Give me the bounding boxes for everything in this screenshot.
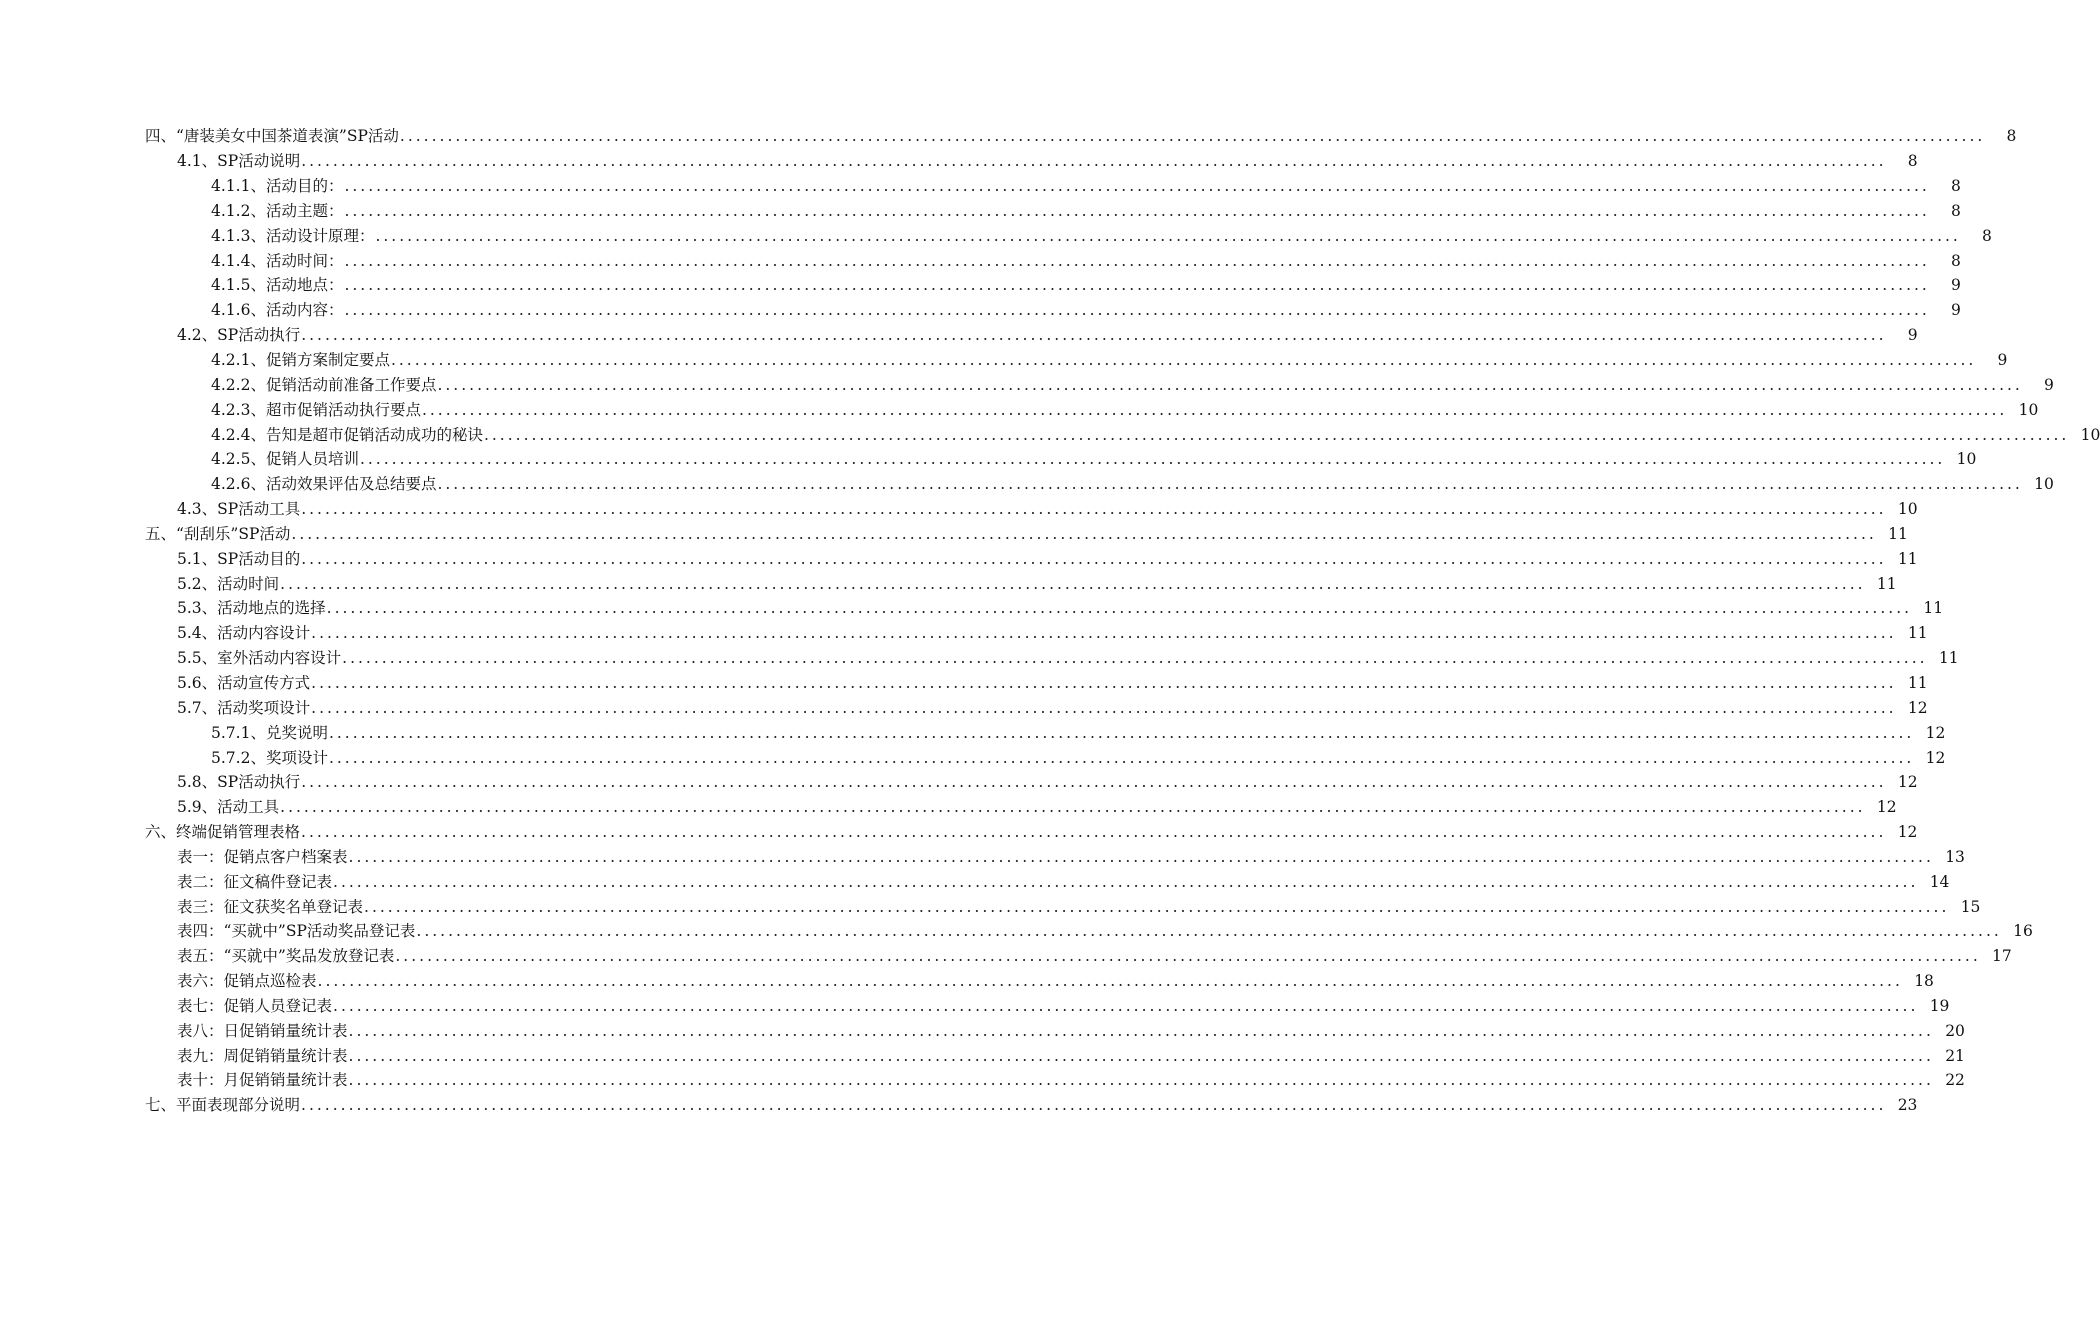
toc-page-number: 9 — [1950, 276, 1961, 295]
dot-leader: ........................................................................................................................................................................................................ — [301, 326, 1887, 345]
toc-page-number: 19 — [1929, 996, 1950, 1015]
toc-entry[interactable] — [0, 1068, 1965, 1093]
toc-page-number: 21 — [1945, 1046, 1965, 1065]
toc-entry-title: 表八：日促销销量统计表 — [177, 1021, 348, 1040]
toc-entry[interactable] — [0, 447, 1977, 472]
toc-page-number: 12 — [1897, 823, 1918, 842]
toc-entry[interactable] — [0, 646, 1959, 671]
dot-leader: ........................................................................................................................................................................................................ — [317, 972, 1903, 991]
toc-page-number: 9 — [1907, 326, 1918, 345]
dot-leader: ........................................................................................................................................................................................................ — [344, 251, 1930, 270]
toc-entry-title: 表六：促销点巡检表 — [177, 972, 317, 991]
toc-entry[interactable] — [0, 596, 1944, 621]
toc-entry[interactable] — [0, 795, 1897, 820]
toc-page-number: 10 — [1956, 450, 1977, 469]
dot-leader: ........................................................................................................................................................................................................ — [342, 649, 1928, 668]
toc-entry[interactable] — [0, 472, 2054, 497]
toc-entry[interactable] — [0, 1018, 1965, 1043]
toc-page-number: 9 — [2043, 375, 2054, 394]
toc-entry[interactable] — [0, 546, 1918, 571]
toc-entry-title: 5.6、活动宣传方式 — [177, 673, 311, 692]
dot-leader: ........................................................................................................................................................................................................ — [344, 301, 1930, 320]
toc-page-number: 12 — [1907, 698, 1928, 717]
toc-entry[interactable] — [0, 720, 1946, 745]
toc-entry[interactable] — [0, 695, 1928, 720]
toc-entry[interactable] — [0, 323, 1918, 348]
toc-entry[interactable] — [0, 820, 1918, 845]
toc-entry-title: 4.1.5、活动地点： — [211, 276, 344, 295]
dot-leader: ........................................................................................................................................................................................................ — [437, 475, 2023, 494]
toc-entry-title: 4.1、SP活动说明 — [177, 152, 301, 171]
toc-page-number: 8 — [1981, 226, 1992, 245]
toc-page-number: 10 — [1897, 500, 1918, 519]
dot-leader: ........................................................................................................................................................................................................ — [328, 723, 1915, 742]
dot-leader: ........................................................................................................................................................................................................ — [333, 872, 1919, 891]
toc-entry-title: 4.1.1、活动目的： — [211, 177, 344, 196]
dot-leader: ........................................................................................................................................................................................................ — [344, 201, 1930, 220]
toc-entry-title: 表七：促销人员登记表 — [177, 996, 333, 1015]
toc-page-number: 12 — [1897, 773, 1918, 792]
toc-entry-title: 表二：征文稿件登记表 — [177, 872, 333, 891]
toc-entry-title: 表十：月促销销量统计表 — [177, 1071, 348, 1090]
toc-page-number: 11 — [1907, 673, 1928, 692]
dot-leader: ........................................................................................................................................................................................................ — [333, 996, 1919, 1015]
dot-leader: ........................................................................................................................................................................................................ — [399, 127, 1986, 146]
toc-page-number: 8 — [1950, 177, 1961, 196]
toc-entry[interactable] — [0, 422, 2100, 447]
toc-entry-title: 六、终端促销管理表格 — [145, 823, 301, 842]
toc-entry-title: 5.8、SP活动执行 — [177, 773, 301, 792]
toc-page-number: 23 — [1897, 1096, 1918, 1115]
toc-entry[interactable] — [0, 372, 2054, 397]
toc-entry-title: 4.2.3、超市促销活动执行要点 — [211, 400, 421, 419]
dot-leader: ........................................................................................................................................................................................................ — [344, 276, 1930, 295]
toc-entry[interactable] — [0, 869, 1950, 894]
toc-entry-title: 5.7、活动奖项设计 — [177, 698, 311, 717]
dot-leader: ........................................................................................................................................................................................................ — [395, 947, 1981, 966]
toc-page-number: 8 — [1950, 201, 1961, 220]
toc-entry[interactable] — [0, 124, 2017, 149]
toc-entry[interactable] — [0, 770, 1918, 795]
toc-page-number: 8 — [1907, 152, 1918, 171]
toc-page-number: 16 — [2013, 922, 2033, 941]
dot-leader: ........................................................................................................................................................................................................ — [301, 773, 1887, 792]
toc-entry[interactable] — [0, 223, 1992, 248]
dot-leader: ........................................................................................................................................................................................................ — [326, 599, 1913, 618]
toc-entry-title: 4.2、SP活动执行 — [177, 326, 301, 345]
dot-leader: ........................................................................................................................................................................................................ — [483, 425, 2070, 444]
toc-entry[interactable] — [0, 397, 2039, 422]
toc-entry[interactable] — [0, 844, 1965, 869]
toc-page-number: 20 — [1945, 1021, 1965, 1040]
toc-entry[interactable] — [0, 1043, 1965, 1068]
toc-entry-title: 4.1.3、活动设计原理： — [211, 226, 375, 245]
dot-leader: ........................................................................................................................................................................................................ — [344, 177, 1930, 196]
toc-entry[interactable] — [0, 994, 1950, 1019]
dot-leader: ........................................................................................................................................................................................................ — [328, 748, 1915, 767]
toc-page-number: 8 — [1950, 251, 1961, 270]
toc-page-number: 12 — [1925, 748, 1946, 767]
toc-entry[interactable] — [0, 944, 2012, 969]
dot-leader: ........................................................................................................................................................................................................ — [348, 847, 1934, 866]
toc-entry[interactable] — [0, 248, 1961, 273]
toc-entry[interactable] — [0, 199, 1961, 224]
toc-page-number: 18 — [1914, 972, 1934, 991]
dot-leader: ........................................................................................................................................................................................................ — [348, 1071, 1934, 1090]
toc-entry[interactable] — [0, 919, 2033, 944]
toc-page-number: 12 — [1876, 798, 1897, 817]
dot-leader: ........................................................................................................................................................................................................ — [416, 922, 2002, 941]
dot-leader: ........................................................................................................................................................................................................ — [348, 1021, 1934, 1040]
toc-page-number: 9 — [1997, 351, 2008, 370]
toc-entry-title: 5.5、室外活动内容设计 — [177, 649, 342, 668]
dot-leader: ........................................................................................................................................................................................................ — [311, 624, 1897, 643]
toc-page-number: 17 — [1992, 947, 2012, 966]
dot-leader: ........................................................................................................................................................................................................ — [301, 549, 1887, 568]
toc-entry-title: 5.2、活动时间 — [177, 574, 280, 593]
toc-page-number: 11 — [1897, 549, 1918, 568]
toc-entry-title: 4.1.4、活动时间： — [211, 251, 344, 270]
toc-page-number: 10 — [2018, 400, 2039, 419]
toc-entry[interactable] — [0, 1093, 1918, 1118]
toc-entry[interactable] — [0, 149, 1918, 174]
toc-entry-title: 4.1.2、活动主题： — [211, 201, 344, 220]
toc-entry[interactable] — [0, 497, 1918, 522]
dot-leader: ........................................................................................................................................................................................................ — [311, 673, 1897, 692]
toc-entry[interactable] — [0, 273, 1961, 298]
toc-page-number: 8 — [2006, 127, 2017, 146]
dot-leader: ........................................................................................................................................................................................................ — [437, 375, 2023, 394]
toc-entry[interactable] — [0, 571, 1897, 596]
toc-page-number: 9 — [1950, 301, 1961, 320]
toc-page-number: 10 — [2080, 425, 2100, 444]
toc-entry-title: 4.2.6、活动效果评估及总结要点 — [211, 475, 437, 494]
toc-entry-title: 表三：征文获奖名单登记表 — [177, 897, 364, 916]
dot-leader: ........................................................................................................................................................................................................ — [301, 152, 1887, 171]
toc-entry-title: 表一：促销点客户档案表 — [177, 847, 348, 866]
dot-leader: ........................................................................................................................................................................................................ — [280, 798, 1866, 817]
toc-page-number: 11 — [1938, 649, 1959, 668]
toc-entry-title: 5.3、活动地点的选择 — [177, 599, 326, 618]
dot-leader: ........................................................................................................................................................................................................ — [311, 698, 1897, 717]
toc-entry-title: 4.1.6、活动内容： — [211, 301, 344, 320]
dot-leader: ........................................................................................................................................................................................................ — [301, 500, 1887, 519]
toc-entry[interactable] — [0, 174, 1961, 199]
dot-leader: ........................................................................................................................................................................................................ — [348, 1046, 1934, 1065]
toc-entry[interactable] — [0, 745, 1946, 770]
toc-entry-title: 表五：“买就中”奖品发放登记表 — [177, 947, 395, 966]
toc-entry-title: 表九：周促销销量统计表 — [177, 1046, 348, 1065]
toc-entry[interactable] — [0, 348, 2008, 373]
toc-entry-title: 5.7.2、奖项设计 — [211, 748, 328, 767]
dot-leader: ........................................................................................................................................................................................................ — [364, 897, 1950, 916]
toc-page-number: 15 — [1960, 897, 1981, 916]
toc-entry-title: 4.2.1、促销方案制定要点 — [211, 351, 390, 370]
toc-entry-title: 4.3、SP活动工具 — [177, 500, 301, 519]
table-of-contents — [0, 124, 2100, 1118]
toc-page-number: 11 — [1923, 599, 1944, 618]
dot-leader: ........................................................................................................................................................................................................ — [390, 351, 1977, 370]
toc-entry[interactable] — [0, 894, 1981, 919]
toc-page-number: 11 — [1876, 574, 1897, 593]
toc-entry[interactable] — [0, 969, 1934, 994]
toc-entry[interactable] — [0, 522, 1908, 547]
dot-leader: ........................................................................................................................................................................................................ — [421, 400, 2008, 419]
toc-entry-title: 5.1、SP活动目的 — [177, 549, 301, 568]
toc-entry[interactable] — [0, 621, 1928, 646]
toc-entry-title: 七、平面表现部分说明 — [145, 1096, 301, 1115]
toc-page-number: 12 — [1925, 723, 1946, 742]
toc-entry-title: 四、“唐装美女中国茶道表演”SP活动 — [145, 127, 399, 146]
dot-leader: ........................................................................................................................................................................................................ — [301, 1096, 1887, 1115]
toc-entry-title: 5.7.1、兑奖说明 — [211, 723, 328, 742]
toc-page-number: 14 — [1929, 872, 1950, 891]
toc-entry-title: 5.4、活动内容设计 — [177, 624, 311, 643]
toc-entry-title: 五、“刮刮乐”SP活动 — [145, 524, 291, 543]
toc-entry-title: 4.2.2、促销活动前准备工作要点 — [211, 375, 437, 394]
toc-entry-title: 表四：“买就中”SP活动奖品登记表 — [177, 922, 416, 941]
toc-entry[interactable] — [0, 298, 1961, 323]
toc-page-number: 10 — [2034, 475, 2054, 494]
toc-page-number: 22 — [1945, 1071, 1965, 1090]
toc-entry-title: 4.2.5、促销人员培训 — [211, 450, 359, 469]
dot-leader: ........................................................................................................................................................................................................ — [359, 450, 1946, 469]
dot-leader: ........................................................................................................................................................................................................ — [375, 226, 1961, 245]
toc-entry[interactable] — [0, 671, 1928, 696]
toc-entry-title: 4.2.4、告知是超市促销活动成功的秘诀 — [211, 425, 483, 444]
dot-leader: ........................................................................................................................................................................................................ — [291, 524, 1877, 543]
dot-leader: ........................................................................................................................................................................................................ — [280, 574, 1866, 593]
toc-entry-title: 5.9、活动工具 — [177, 798, 280, 817]
toc-page-number: 11 — [1888, 524, 1908, 543]
dot-leader: ........................................................................................................................................................................................................ — [301, 823, 1887, 842]
toc-page-number: 13 — [1945, 847, 1965, 866]
toc-page-number: 11 — [1907, 624, 1928, 643]
